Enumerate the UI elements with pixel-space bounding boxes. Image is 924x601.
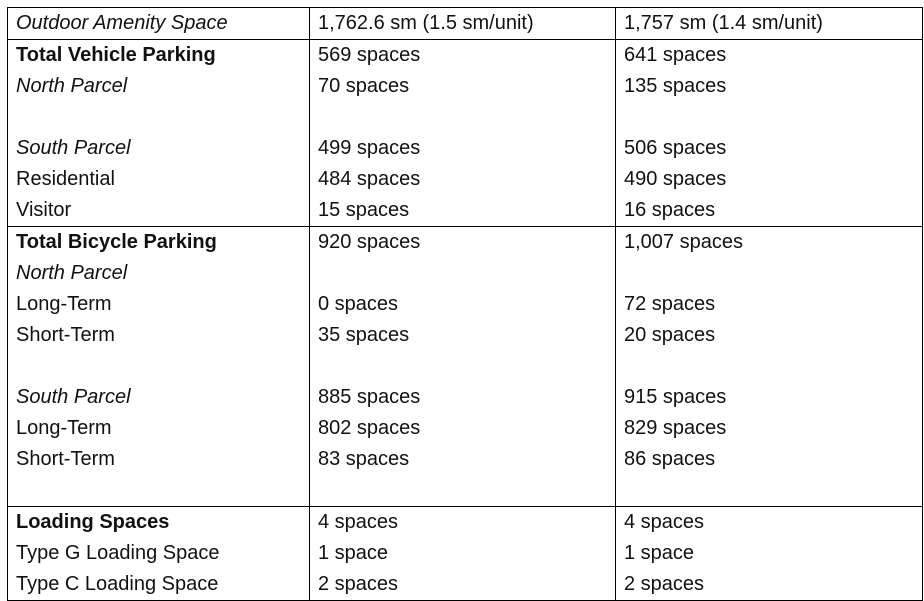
row-label — [16, 102, 301, 133]
table-row — [8, 40, 923, 227]
value-cell-col3: 4 spaces — [624, 511, 705, 533]
row-label: Loading Spaces — [16, 511, 170, 533]
value-cell-col2: 70 spaces — [318, 75, 410, 97]
value-cell-col3: 641 spaces — [624, 44, 727, 66]
value-cell-col3: 2 spaces — [624, 573, 705, 595]
table-cell — [310, 507, 616, 601]
table-row — [8, 227, 923, 507]
value-cell-col2: 0 spaces — [318, 293, 399, 315]
row-label: Long-Term — [16, 293, 112, 315]
row-label: North Parcel — [16, 262, 128, 284]
value-cell-col2 — [318, 102, 607, 133]
value-cell-col3: 829 spaces — [624, 417, 727, 439]
row-label: Total Vehicle Parking — [16, 44, 216, 66]
row-label — [16, 351, 301, 382]
value-cell-col3 — [624, 102, 914, 133]
row-label: Short-Term — [16, 324, 115, 346]
table-cell — [8, 40, 310, 227]
table-cell — [616, 40, 923, 227]
table-cell — [310, 40, 616, 227]
table-cell — [616, 8, 923, 40]
value-cell-col3 — [624, 475, 914, 506]
row-label — [16, 475, 301, 506]
value-cell-col3: 20 spaces — [624, 324, 716, 346]
row-label: Visitor — [16, 199, 72, 221]
value-cell-col2: 4 spaces — [318, 511, 399, 533]
row-label: North Parcel — [16, 75, 128, 97]
table-cell — [616, 507, 923, 601]
value-cell-col3: 1,007 spaces — [624, 231, 743, 253]
value-cell-col2: 35 spaces — [318, 324, 410, 346]
value-cell-col3: 135 spaces — [624, 75, 727, 97]
value-cell-col3 — [624, 258, 914, 289]
value-cell-col2: 484 spaces — [318, 168, 421, 190]
table-cell — [8, 227, 310, 507]
row-label: South Parcel — [16, 137, 131, 159]
value-cell-col2: 499 spaces — [318, 137, 421, 159]
row-label: South Parcel — [16, 386, 131, 408]
value-cell-col2: 569 spaces — [318, 44, 421, 66]
value-cell-col3: 1 space — [624, 542, 695, 564]
value-cell-col3: 16 spaces — [624, 199, 716, 221]
table-cell — [616, 227, 923, 507]
row-label: Total Bicycle Parking — [16, 231, 217, 253]
value-cell-col2: 83 spaces — [318, 448, 410, 470]
value-cell-col3: 72 spaces — [624, 293, 716, 315]
value-cell-col2 — [318, 475, 607, 506]
value-cell-col2: 920 spaces — [318, 231, 421, 253]
table-cell — [8, 507, 310, 601]
value-cell-col2: 1 space — [318, 542, 389, 564]
value-cell-col2: 1,762.6 sm (1.5 sm/unit) — [318, 12, 534, 34]
value-cell-col2 — [318, 351, 607, 382]
value-cell-col3: 490 spaces — [624, 168, 727, 190]
table-cell — [310, 227, 616, 507]
value-cell-col2: 802 spaces — [318, 417, 421, 439]
statistics-table-body — [8, 8, 923, 601]
row-label: Residential — [16, 168, 115, 190]
row-label: Short-Term — [16, 448, 115, 470]
value-cell-col3 — [624, 351, 914, 382]
row-label: Type C Loading Space — [16, 573, 219, 595]
value-cell-col2 — [318, 258, 607, 289]
table-row — [8, 8, 923, 40]
table-cell — [8, 8, 310, 40]
row-label: Long-Term — [16, 417, 112, 439]
value-cell-col2: 2 spaces — [318, 573, 399, 595]
row-label: Outdoor Amenity Space — [16, 12, 228, 34]
value-cell-col3: 86 spaces — [624, 448, 716, 470]
table-cell — [310, 8, 616, 40]
value-cell-col3: 1,757 sm (1.4 sm/unit) — [624, 12, 823, 34]
value-cell-col2: 15 spaces — [318, 199, 410, 221]
statistics-table — [7, 7, 923, 601]
value-cell-col3: 506 spaces — [624, 137, 727, 159]
value-cell-col2: 885 spaces — [318, 386, 421, 408]
row-label: Type G Loading Space — [16, 542, 220, 564]
value-cell-col3: 915 spaces — [624, 386, 727, 408]
table-row — [8, 507, 923, 601]
